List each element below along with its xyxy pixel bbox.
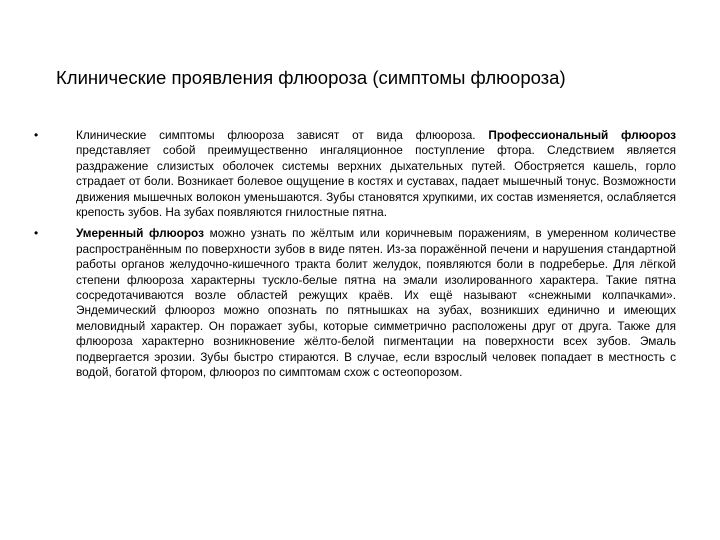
bullet-marker: •: [34, 128, 39, 142]
slide-title: Клинические проявления флюороза (симптомы флюороза): [56, 67, 566, 88]
bullet-item-moderate-fluorosis: [34, 226, 676, 380]
bullet-bold-term: Умеренный флюороз: [76, 226, 204, 241]
bullet-list: [34, 128, 676, 387]
bullet-item-professional-fluorosis: [34, 128, 676, 220]
bullet-text-after: можно узнать по жёлтым или коричневым поражениям, в умеренном количестве распространённым по поверхности зубов в виде пятен. Из-за поражённой печени и нарушения стандартной работы органов желудочно-кишечного тракта болит желудок, появляются боли в подреберье. Для лёгкой степени флюороза характерны тускло-белые пятна на эмали изолированного характера. Такие пятна сосредотачиваются возле областей режущих краёв. Их ещё называют «снежными колпачками». Эндемический флюороз можно опознать по пятнышках на зубах, возникших единично и имеющих меловидный характер. Он поражает зубы, которые симметрично расположены друг от друга. Также для флюороза характерно возникновение жёлто-белой пигментации на поверхности всех зубов. Эмаль подвергается эрозии. Зубы быстро стираются. В случае, если взрослый человек попадает в местность с водой, богатой фтором, флюороз по симптомам схож с остеопорозом.: [76, 226, 676, 380]
bullet-text-after: представляет собой преимущественно ингаляционное поступление фтора. Следствием является раздражение слизистых оболочек системы верхних дыхательных путей. Обостряется кашель, горло страдает от боли. Возникает болевое ощущение в костях и суставах, падает мышечный тонус. Возможности движения мышечных волокон уменьшаются. Зубы становятся хрупкими, их состав изменяется, ослабляется крепость зубов. На зубах появляются гнилостные пятна.: [76, 143, 676, 220]
bullet-marker: •: [34, 226, 39, 241]
bullet-bold-term: Профессиональный флюороз: [488, 128, 676, 142]
bullet-text-before: Клинические симптомы флюороза зависят от вида флюороза.: [76, 128, 489, 142]
